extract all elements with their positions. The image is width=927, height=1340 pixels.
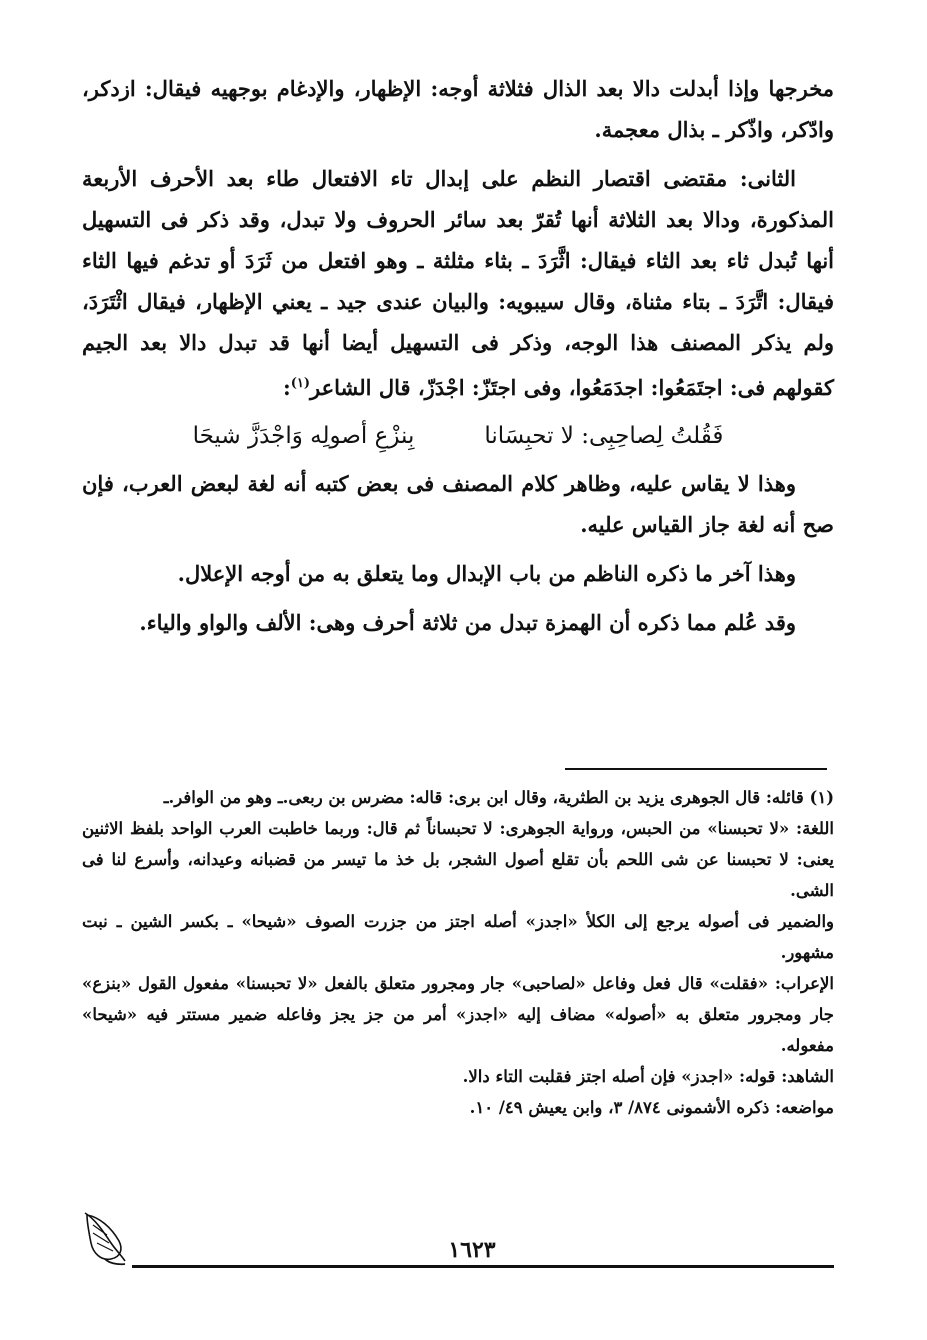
poetry-verse bbox=[82, 416, 834, 457]
footnote-1: (١) قائله: قال الجوهرى يزيد بن الطثرية، وقال ابن برى: قاله: مضرس بن ربعى.ـ وهو من الوافر.ـ bbox=[163, 788, 834, 807]
footnote-reference[interactable]: (١) bbox=[290, 376, 311, 391]
paragraph-2 bbox=[82, 158, 834, 408]
footnote-lugha bbox=[82, 813, 834, 906]
paragraph-5: وقد عُلم مما ذكره أن الهمزة تبدل من ثلاثة أحرف وهى: الألف والواو والياء. bbox=[139, 610, 796, 635]
paragraph-4: وهذا آخر ما ذكره الناظم من باب الإبدال وما يتعلق به من أوجه الإعلال. bbox=[177, 561, 796, 586]
paragraph-3: وهذا لا يقاس عليه، وظاهر كلام المصنف فى بعض كتبه أنه لغة لبعض العرب، فإن صح أنه لغة جاز القياس عليه. bbox=[82, 471, 834, 537]
footnote-mawadi-label: مواضعه: bbox=[775, 1098, 834, 1117]
paragraph-2-colon: : bbox=[282, 375, 291, 400]
page-number: ١٦٢٣ bbox=[448, 1237, 496, 1263]
footnote-irab-label: الإعراب: bbox=[774, 974, 834, 993]
footnote-mawadi-text: ذكره الأشمونى ٨٧٤/ ٣، وابن يعيش ٤٩/ ١٠. bbox=[469, 1098, 770, 1117]
footnote-divider bbox=[565, 768, 827, 770]
footnote-irab bbox=[82, 968, 834, 1061]
footer-rule bbox=[132, 1265, 834, 1268]
footnote-shahid-text: قوله: «اجدز» فإن أصله اجتز فقلبت التاء دالا. bbox=[462, 1067, 776, 1086]
footnote-mawadi bbox=[82, 1092, 834, 1123]
footnote-irab-text: «فقلت» قال فعل وفاعل «لصاحبى» جار ومجرور متعلق بالفعل «لا تحبسنا» مفعول القول «بنزع» جار ومجرور متعلق به «أصوله» مضاف إليه «اجدز» أمر من جز يجز وفاعله ضمير مستتر فيه «شيحا» مفعوله. bbox=[82, 974, 834, 1055]
quill-feather-icon bbox=[81, 1209, 129, 1267]
footnote-lugha-label: اللغة: bbox=[796, 819, 834, 838]
paragraph-2-text: الثانى: مقتضى اقتصار النظم على إبدال تاء الافتعال طاء بعد الأحرف الأربعة المذكورة، ودالا بعد الثلاثة أنها تُقرّ بعد سائر الحروف ولا تبدل، وقد ذكر فى التسهيل أنها تُبدل ثاء بعد الثاء فيقال: اثَّرَدَ ـ بثاء مثلثة ـ وهو افتعل من ثَرَدَ أو تدغم فيها الثاء فيقال: اتَّرَدَ ـ بتاء مثناة، وقال سيبويه: والبيان عندى جيد ـ يعني الإظهار، فيقال اثْتَرَدَ، ولم يذكر المصنف هذا الوجه، وذكر فى التسهيل أيضا أنها قد تبدل دالا بعد الجيم كقولهم فى: اجتَمَعُوا: اجدَمَعُوا، وفى اجتَزّ: اجْدَزّ، قال الشاعر bbox=[82, 166, 834, 400]
page-footer bbox=[82, 1195, 834, 1275]
footnote-shahid bbox=[82, 1061, 834, 1092]
paragraph-1: مخرجها وإذا أبدلت دالا بعد الذال فثلاثة أوجه: الإظهار، والإدغام بوجهيه فيقال: ازدكر، وادّكر، واذّكر ـ بذال معجمة. bbox=[82, 76, 834, 142]
verse-first-hemistich: فَقُلتُ لِصاحِبِى: لا تحبِسَانا bbox=[484, 423, 724, 449]
footnote-shahid-label: الشاهد: bbox=[781, 1067, 834, 1086]
footnotes bbox=[82, 782, 834, 1123]
main-text bbox=[82, 68, 834, 651]
footnote-lugha-text: «لا تحبسنا» من الحبس، ورواية الجوهرى: لا تحبساناً ثم قال: وربما خاطبت العرب الواحد بلفظ الاثنين يعنى: لا تحبسنا عن شى اللحم بأن تقلع أصول الشجر، بل خذ ما تيسر من قضبانه وعيدانه، وأسرع لنا فى الشى. bbox=[82, 819, 834, 900]
verse-second-hemistich: بِنزْعِ أصولِه وَاجْدَزَّ شيحَا bbox=[192, 423, 415, 449]
footnote-damir: والضمير فى أصوله يرجع إلى الكلأ «اجدز» أصله اجتز من جزرت الصوف «شيحا» ـ بكسر الشين ـ نبت مشهور. bbox=[82, 912, 834, 962]
